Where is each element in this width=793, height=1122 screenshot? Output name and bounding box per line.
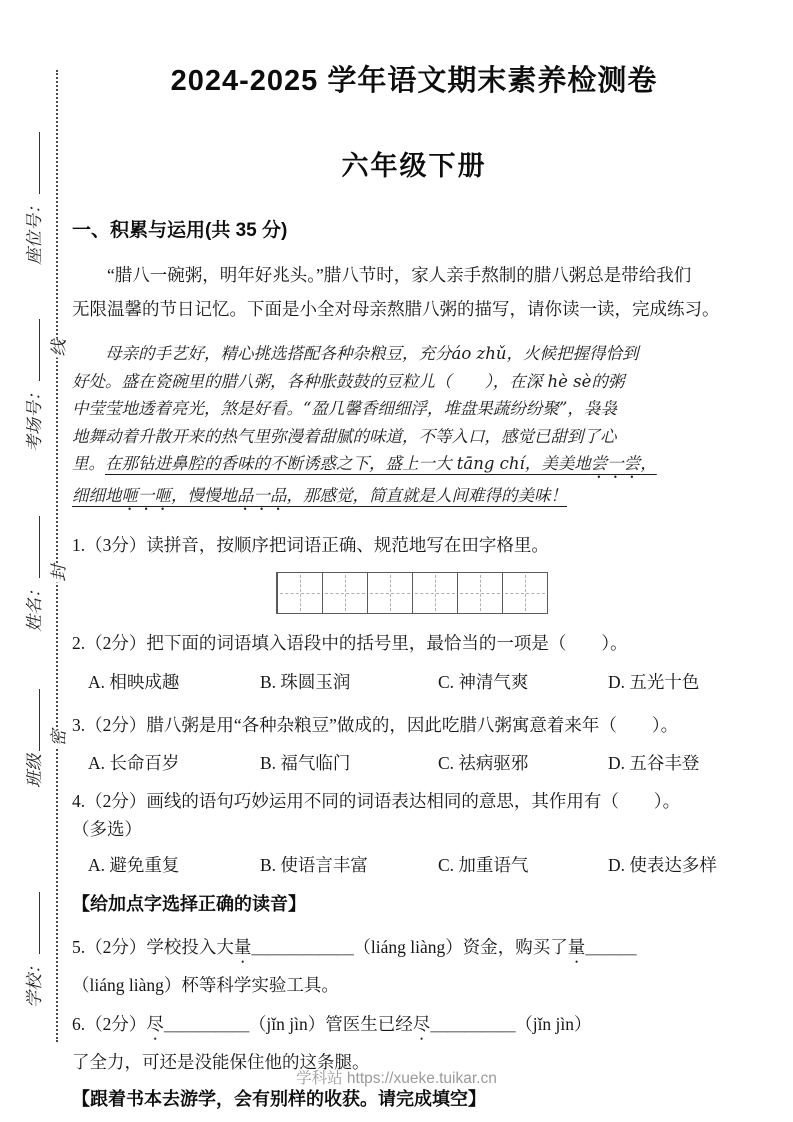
- tianzige-cell: [277, 573, 322, 613]
- travel-fill-header: 【跟着书本去游学，会有别样的收获。请完成填空】: [72, 1089, 486, 1109]
- question-4-stem: [72, 787, 756, 843]
- option-item: C. 祛病驱邪: [438, 753, 529, 773]
- exam-room-blank: [22, 319, 40, 381]
- tianzige-grid-wrap: [276, 572, 756, 614]
- text-segment: ，: [640, 454, 657, 473]
- tianzige-cell: [502, 573, 547, 613]
- seat-number-field: [20, 132, 45, 265]
- seat-number-label: 座位号：: [25, 197, 44, 265]
- text-segment: “腊八一碗粥，明年好兆头。”腊八节时，家人亲手熬制的腊八粥总是带给我们: [72, 265, 692, 285]
- seal-char-feng: 封: [41, 564, 74, 583]
- option-item: D. 五谷丰登: [608, 753, 700, 773]
- tianzige-cell: [322, 573, 367, 613]
- option-item: A. 相映成趣: [88, 672, 180, 692]
- seat-number-blank: [22, 132, 40, 194]
- text-segment: ，那感觉，简直就是人间难得的美味！: [286, 486, 567, 505]
- text-segment: 在那钻进鼻腔的香味的不断诱惑之下，盛上一大 tāng chí，美美地: [105, 454, 591, 473]
- question-3-stem: 3.（2分）腊八粥是用“各种杂粮豆”做成的，因此吃腊八粥寓意着来年（ ）。: [72, 715, 679, 735]
- text-segment: （jǐn jìn）: [515, 1014, 592, 1034]
- text-segment: 了全力，可还是没能保住他的这条腿。: [72, 1052, 370, 1072]
- option-item: C. 加重语气: [438, 855, 529, 875]
- class-blank: [22, 689, 40, 751]
- text-segment: ，慢慢地: [171, 486, 237, 505]
- question-4-options: [72, 853, 756, 877]
- page-title: 2024-2025 学年语文期末素养检测卷: [170, 65, 658, 97]
- tianzige-cell: [412, 573, 457, 613]
- question-4-stem-text: 4.（2分）画线的语句巧妙运用不同的词语表达相同的意思，其作用有（ ）。: [72, 791, 681, 811]
- question-5: [72, 929, 756, 1004]
- student-name-blank: [22, 516, 40, 578]
- school-field: [20, 892, 45, 1008]
- text-segment: 尽: [146, 1014, 164, 1034]
- text-segment: （liáng liàng）杯等科学实验工具。: [72, 975, 339, 995]
- text-segment: 细细地: [72, 486, 122, 505]
- student-name-field: [20, 516, 45, 632]
- text-segment: 好处。盛在瓷碗里的腊八粥，各种胀鼓鼓的豆粒儿（ ），在深 hè sè的粥: [72, 371, 625, 391]
- page-subtitle: 六年级下册: [341, 151, 487, 181]
- text-segment: 尝一尝: [590, 454, 641, 473]
- class-label: 班级: [25, 754, 44, 788]
- text-segment: 咂一咂: [121, 486, 171, 505]
- text-segment: 品一品: [237, 486, 287, 505]
- tianzige-cell: [457, 573, 502, 613]
- reading-choice-header: 【给加点字选择正确的读音】: [72, 894, 306, 914]
- question-3-options: [72, 751, 756, 775]
- option-item: B. 福气临门: [260, 753, 351, 773]
- text-segment: 中莹莹地透着亮光，煞是好看。“盈几馨香细细浮，堆盘果蔬纷纷聚”，袅袅: [72, 399, 617, 418]
- seal-char-xian: 线: [41, 339, 74, 358]
- reading-passage: [72, 340, 756, 514]
- class-field: [20, 689, 45, 788]
- text-segment: 母亲的手艺好，精心挑选搭配各种杂粮豆，充分áo zhǔ，火候把握得恰到: [72, 344, 639, 363]
- option-item: D. 使表达多样: [608, 855, 717, 875]
- option-item: D. 五光十色: [608, 672, 700, 692]
- text-segment: 量: [567, 937, 586, 957]
- option-item: B. 使语言丰富: [260, 855, 368, 875]
- tianzige-cell: [367, 573, 412, 613]
- blank-line: ＿＿＿＿＿: [430, 1014, 516, 1034]
- option-item: A. 长命百岁: [88, 753, 180, 773]
- text-segment: 无限温馨的节日记忆。下面是小全对母亲熬腊八粥的描写，请你读一读，完成练习。: [72, 299, 720, 319]
- text-segment: 里。: [72, 454, 105, 473]
- text-segment: 量: [233, 937, 252, 957]
- blank-line: ＿＿＿＿＿: [163, 1014, 249, 1034]
- text-segment: 6.（2分）: [72, 1014, 147, 1034]
- option-item: A. 避免重复: [88, 855, 180, 875]
- text-segment: 5.（2分）学校投入大: [72, 937, 234, 957]
- watermark-text: 学科站 https://xueke.tuikar.cn: [296, 1070, 497, 1087]
- question-2-options: [72, 670, 756, 694]
- question-4-note: （多选）: [72, 819, 142, 839]
- intro-paragraph: [72, 258, 756, 326]
- exam-room-label: 考场号：: [25, 384, 44, 452]
- seal-dotted-line: [56, 70, 58, 1042]
- section-heading: 一、积累与运用(共 35 分): [72, 220, 288, 241]
- text-segment: 地舞动着升散开来的热气里弥漫着甜腻的味道，不等入口，感觉已甜到了心: [72, 426, 617, 446]
- blank-line: ＿＿＿: [585, 937, 637, 957]
- option-item: B. 珠圆玉润: [260, 672, 351, 692]
- text-segment: 尽: [412, 1014, 431, 1034]
- text-segment: （liáng liàng）资金，购买了: [353, 937, 568, 957]
- seal-char-mi: 密: [41, 729, 74, 748]
- school-label: 学校：: [25, 957, 44, 1008]
- exam-room-field: [20, 319, 45, 452]
- blank-line: ＿＿＿＿＿＿: [251, 937, 354, 957]
- student-name-label: 姓名：: [25, 581, 44, 632]
- exam-content: [72, 58, 756, 1111]
- text-segment: （jǐn jìn）管医生已经: [248, 1014, 413, 1034]
- question-1-stem: 1.（3分）读拼音，按顺序把词语正确、规范地写在田字格里。: [72, 535, 549, 555]
- tianzige-grid: [276, 572, 548, 614]
- option-item: C. 神清气爽: [438, 672, 529, 692]
- question-2-stem: 2.（2分）把下面的词语填入语段中的括号里，最恰当的一项是（ ）。: [72, 633, 628, 653]
- school-blank: [22, 892, 40, 954]
